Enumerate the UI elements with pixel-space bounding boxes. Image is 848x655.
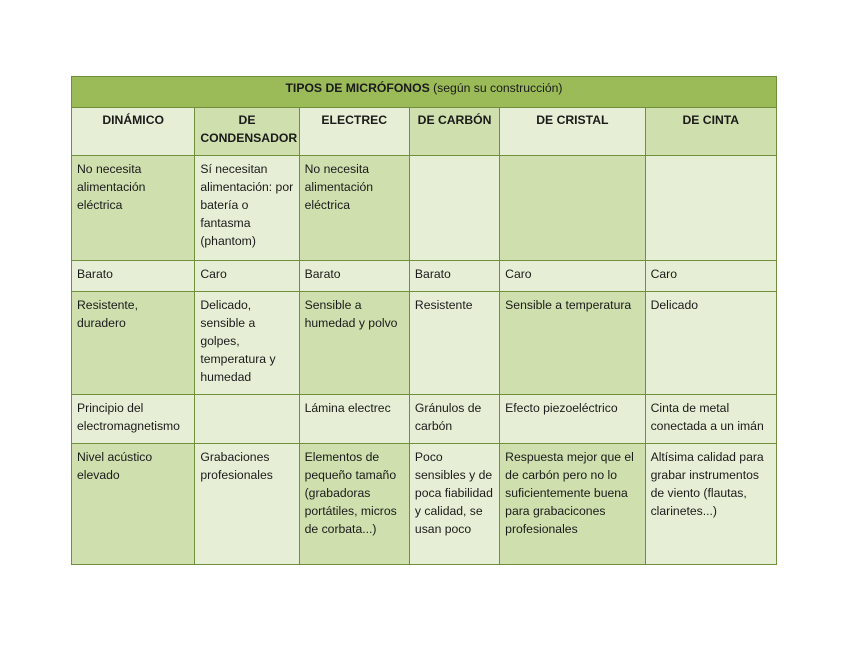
table-cell: Elementos de pequeño tamaño (grabadoras portátiles, micros de corbata...) <box>299 444 409 565</box>
table-cell: Resistente <box>409 292 499 395</box>
table-cell: No necesita alimentación eléctrica <box>72 156 195 261</box>
table-cell: Delicado <box>645 292 776 395</box>
table-row <box>72 292 777 395</box>
table-row <box>72 261 777 292</box>
table-cell: Delicado, sensible a golpes, temperatura y humedad <box>195 292 299 395</box>
table-cell: Barato <box>299 261 409 292</box>
table-cell <box>195 395 299 444</box>
table-cell: Poco sensibles y de poca fiabilidad y calidad, se usan poco <box>409 444 499 565</box>
table-row <box>72 444 777 565</box>
table-cell: Barato <box>409 261 499 292</box>
table-cell: Caro <box>645 261 776 292</box>
table-row <box>72 156 777 261</box>
table-cell: Altísima calidad para grabar instrumentos de viento (flautas, clarinetes...) <box>645 444 776 565</box>
table-title-bold: TIPOS DE MICRÓFONOS <box>285 81 430 95</box>
table-cell <box>645 156 776 261</box>
header-electrec: ELECTREC <box>299 108 409 156</box>
table-cell: Sensible a temperatura <box>500 292 645 395</box>
table-cell: No necesita alimentación eléctrica <box>299 156 409 261</box>
table-cell: Sensible a humedad y polvo <box>299 292 409 395</box>
table-cell: Lámina electrec <box>299 395 409 444</box>
header-carbon: DE CARBÓN <box>409 108 499 156</box>
header-condensador: DE CONDENSADOR <box>195 108 299 156</box>
table-cell: Barato <box>72 261 195 292</box>
table-title <box>72 77 777 108</box>
header-dinamico: DINÁMICO <box>72 108 195 156</box>
table-row <box>72 395 777 444</box>
microphone-types-table <box>71 76 777 565</box>
table-cell: Nivel acústico elevado <box>72 444 195 565</box>
table-cell: Caro <box>195 261 299 292</box>
microphone-types-table-container <box>71 76 777 565</box>
table-cell <box>500 156 645 261</box>
table-cell: Resistente, duradero <box>72 292 195 395</box>
table-title-rest: (según su construcción) <box>429 81 563 95</box>
table-cell: Cinta de metal conectada a un imán <box>645 395 776 444</box>
table-cell: Gránulos de carbón <box>409 395 499 444</box>
table-title-row <box>72 77 777 108</box>
table-cell: Respuesta mejor que el de carbón pero no lo suficientemente buena para grabacicones profesionales <box>500 444 645 565</box>
header-cristal: DE CRISTAL <box>500 108 645 156</box>
table-cell: Principio del electromagnetismo <box>72 395 195 444</box>
table-cell <box>409 156 499 261</box>
table-cell: Grabaciones profesionales <box>195 444 299 565</box>
table-cell: Caro <box>500 261 645 292</box>
table-cell: Sí necesitan alimentación: por batería o fantasma (phantom) <box>195 156 299 261</box>
header-cinta: DE CINTA <box>645 108 776 156</box>
table-cell: Efecto piezoeléctrico <box>500 395 645 444</box>
table-header-row <box>72 108 777 156</box>
